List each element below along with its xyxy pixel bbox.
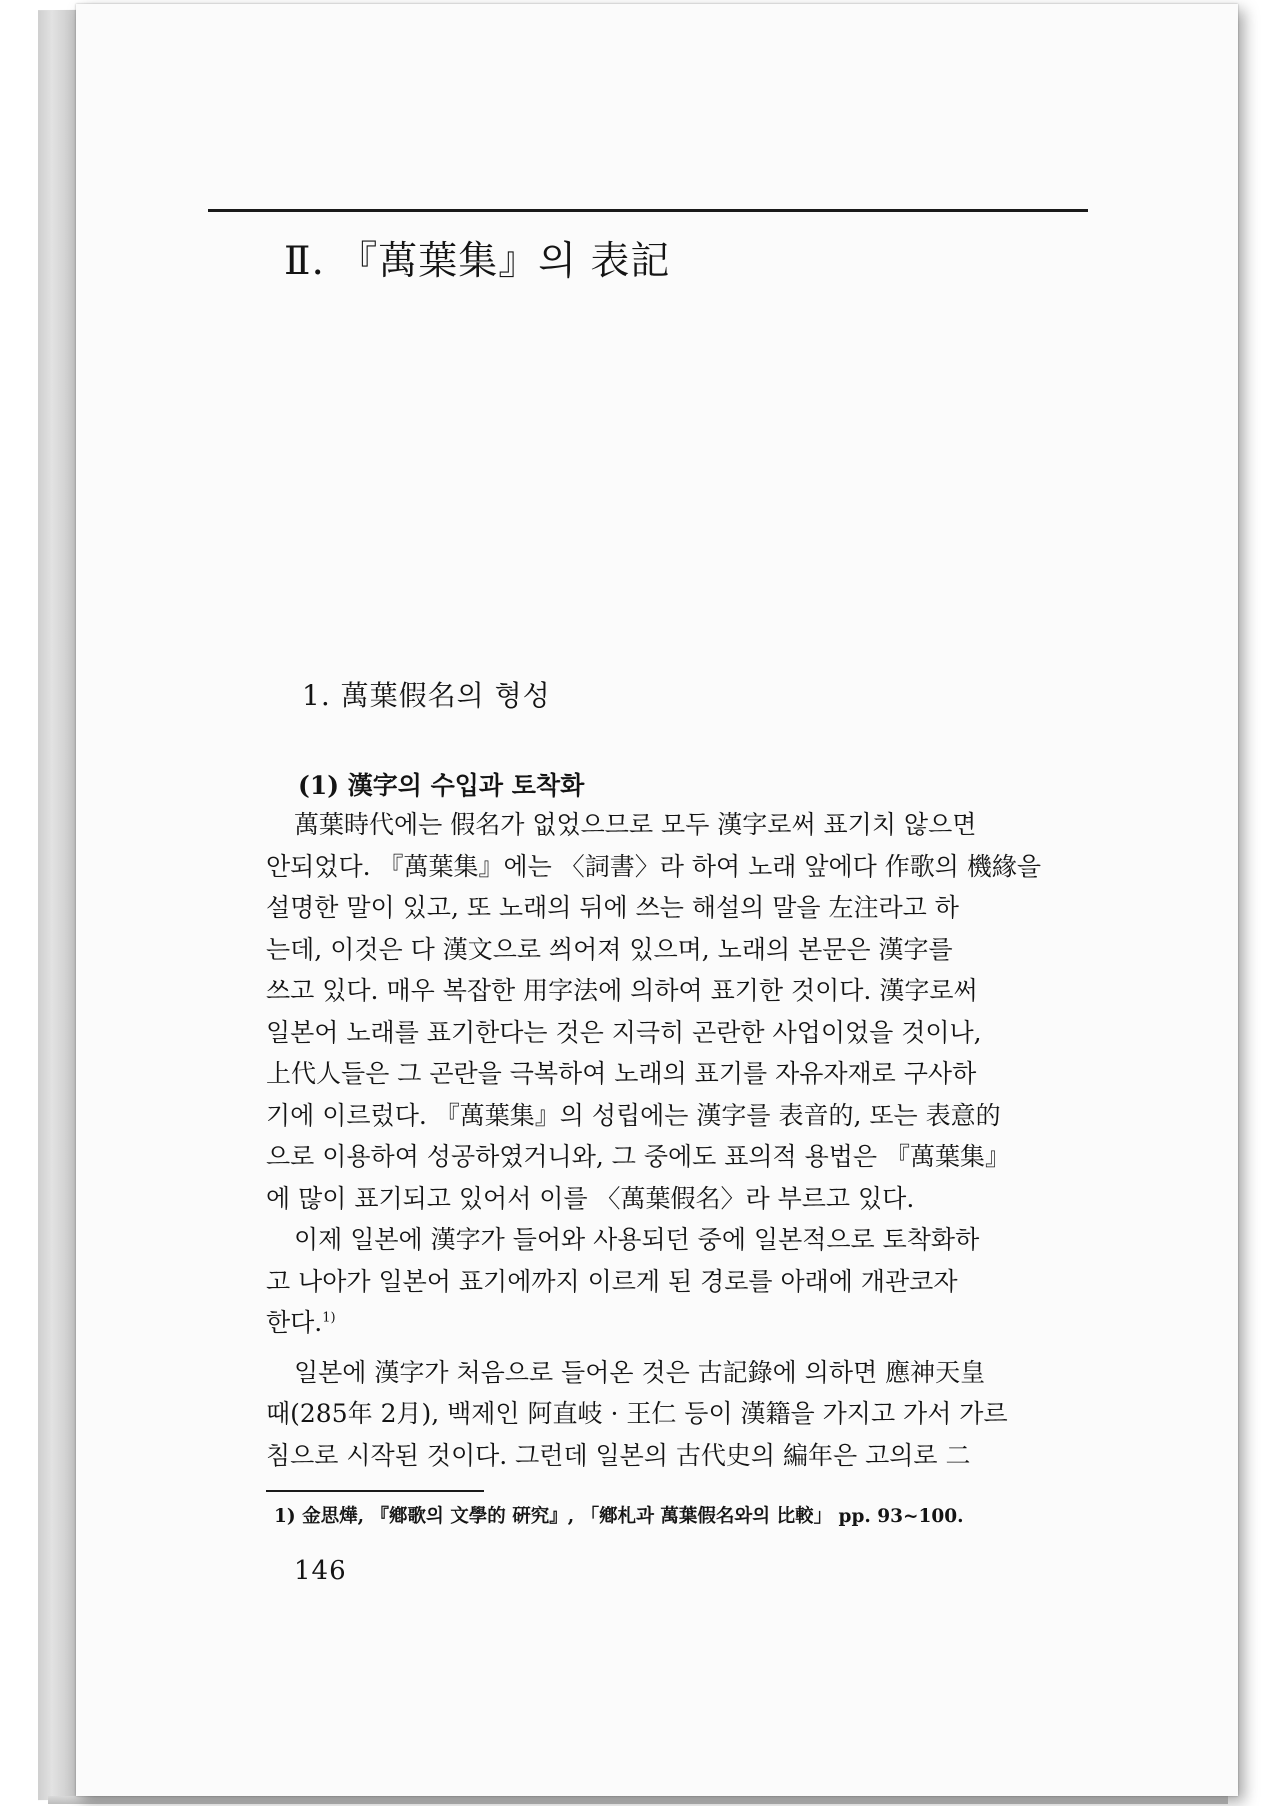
book-page xyxy=(76,4,1238,1796)
footnote-marker: 1) xyxy=(322,1310,336,1326)
chapter-rule xyxy=(208,209,1088,212)
body-line: 일본어 노래를 표기한다는 것은 지극히 곤란한 사업이었을 것이나, xyxy=(266,1017,982,1047)
body-line: 때(285年 2月), 백제인 阿直岐 · 王仁 등이 漢籍을 가지고 가서 가르 xyxy=(266,1399,1008,1428)
subsection-heading: (1) 漢字의 수입과 토착화 xyxy=(298,771,585,800)
chapter-title: Ⅱ. 『萬葉集』의 表記 xyxy=(284,239,671,284)
body-line-footnote-ref xyxy=(266,1302,1274,1344)
section-heading: 1. 萬葉假名의 형성 xyxy=(302,679,551,712)
footnote-rule xyxy=(266,1490,484,1492)
body-line: 上代人들은 그 곤란을 극복하여 노래의 표기를 자유자재로 구사하 xyxy=(266,1059,977,1088)
body-line: 이제 일본에 漢字가 들어와 사용되던 중에 일본적으로 토착화하 xyxy=(294,1225,980,1254)
body-line: 에 많이 표기되고 있어서 이를 〈萬葉假名〉라 부르고 있다. xyxy=(266,1183,915,1213)
body-line: 설명한 말이 있고, 또 노래의 뒤에 쓰는 해설의 말을 左注라고 하 xyxy=(266,893,959,922)
body-line: 기에 이르렀다. 『萬葉集』의 성립에는 漢字를 表音的, 또는 表意的 xyxy=(266,1100,1001,1130)
body-line: 萬葉時代에는 假名가 없었으므로 모두 漢字로써 표기치 않으면 xyxy=(294,810,977,839)
book-bottom-edge xyxy=(48,1796,1228,1804)
body-text xyxy=(266,804,1274,1476)
footnote: 1) 金思燁, 『鄕歌의 文學的 硏究』, 「鄕札과 萬葉假名와의 比較」 pp. 93~100. xyxy=(274,1506,964,1527)
body-line: 일본에 漢字가 처음으로 들어온 것은 古記錄에 의하면 應神天皇 xyxy=(294,1357,986,1387)
body-line: 침으로 시작된 것이다. 그런데 일본의 古代史의 編年은 고의로 二 xyxy=(266,1440,971,1470)
book-spine-edge xyxy=(38,10,78,1800)
page-number: 146 xyxy=(294,1556,347,1586)
body-line: 고 나아가 일본어 표기에까지 이르게 된 경로를 아래에 개관코자 xyxy=(266,1266,958,1296)
body-line: 으로 이용하여 성공하였거니와, 그 중에도 표의적 용법은 『萬葉集』 xyxy=(266,1142,1011,1171)
body-line: 쓰고 있다. 매우 복잡한 用字法에 의하여 표기한 것이다. 漢字로써 xyxy=(266,976,978,1005)
body-line: 는데, 이것은 다 漢文으로 씌어져 있으며, 노래의 본문은 漢字를 xyxy=(266,934,953,964)
body-line: 안되었다. 『萬葉集』에는 〈詞書〉라 하여 노래 앞에다 作歌의 機緣을 xyxy=(266,851,1041,881)
body-line-text: 한다. xyxy=(266,1308,323,1337)
